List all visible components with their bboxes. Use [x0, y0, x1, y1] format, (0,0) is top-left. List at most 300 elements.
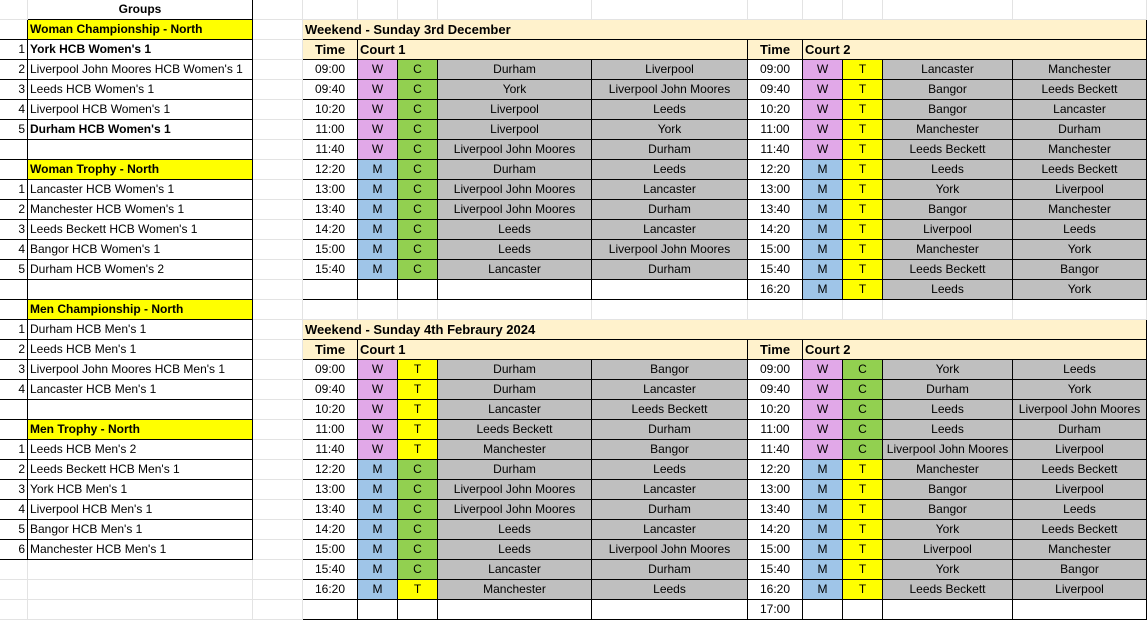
competition-tag[interactable]: T	[843, 280, 883, 300]
competition-tag[interactable]	[398, 600, 438, 620]
competition-tag[interactable]: C	[398, 220, 438, 240]
home-team[interactable]: Liverpool John Moores	[883, 440, 1013, 460]
home-team[interactable]: Durham	[438, 360, 592, 380]
home-team[interactable]: Bangor	[883, 100, 1013, 120]
away-team[interactable]: Bangor	[592, 360, 748, 380]
home-team[interactable]: Manchester	[883, 120, 1013, 140]
empty-cell[interactable]	[253, 580, 303, 600]
empty-cell[interactable]	[253, 460, 303, 480]
team-number[interactable]: 1	[0, 180, 28, 200]
team-name[interactable]: Liverpool HCB Women's 1	[28, 100, 253, 120]
match-time[interactable]: 15:00	[303, 240, 358, 260]
competition-tag[interactable]: C	[843, 420, 883, 440]
competition-tag[interactable]: C	[398, 460, 438, 480]
competition-tag[interactable]: T	[398, 420, 438, 440]
match-time[interactable]: 12:20	[748, 460, 803, 480]
competition-tag[interactable]: C	[398, 520, 438, 540]
gender-tag[interactable]: M	[358, 240, 398, 260]
competition-tag[interactable]: T	[843, 520, 883, 540]
home-team[interactable]	[438, 280, 592, 300]
home-team[interactable]: Durham	[438, 60, 592, 80]
away-team[interactable]: Lancaster	[592, 380, 748, 400]
home-team[interactable]: York	[883, 560, 1013, 580]
gender-tag[interactable]: M	[358, 580, 398, 600]
match-time[interactable]: 09:40	[748, 80, 803, 100]
gender-tag[interactable]: M	[358, 460, 398, 480]
away-team[interactable]: Liverpool	[1013, 180, 1147, 200]
team-number[interactable]: 1	[0, 320, 28, 340]
gender-tag[interactable]: M	[803, 280, 843, 300]
competition-tag[interactable]: C	[398, 160, 438, 180]
match-time[interactable]: 11:40	[748, 140, 803, 160]
team-number[interactable]: 5	[0, 260, 28, 280]
match-time[interactable]: 13:00	[748, 180, 803, 200]
gender-tag[interactable]: M	[803, 500, 843, 520]
away-team[interactable]: Durham	[592, 420, 748, 440]
gender-tag[interactable]: W	[358, 380, 398, 400]
away-team[interactable]: Leeds	[1013, 220, 1147, 240]
away-team[interactable]: Manchester	[1013, 540, 1147, 560]
team-name[interactable]: Lancaster HCB Men's 1	[28, 380, 253, 400]
empty-cell[interactable]	[253, 300, 303, 320]
empty-cell[interactable]	[253, 420, 303, 440]
empty-cell[interactable]	[253, 540, 303, 560]
empty-cell[interactable]	[253, 100, 303, 120]
away-team[interactable]: Lancaster	[592, 180, 748, 200]
team-number[interactable]: 4	[0, 100, 28, 120]
home-team[interactable]: Manchester	[883, 240, 1013, 260]
time-header[interactable]: Time	[748, 340, 803, 360]
group-number-cell[interactable]	[0, 20, 28, 40]
away-team[interactable]: Bangor	[592, 440, 748, 460]
team-number[interactable]: 4	[0, 500, 28, 520]
empty-cell[interactable]	[883, 0, 1013, 20]
competition-tag[interactable]: C	[843, 400, 883, 420]
empty-cell[interactable]	[253, 180, 303, 200]
team-name[interactable]: Lancaster HCB Women's 1	[28, 180, 253, 200]
court1-header[interactable]: Court 1	[358, 40, 748, 60]
away-team[interactable]: Manchester	[1013, 60, 1147, 80]
home-team[interactable]: Bangor	[883, 80, 1013, 100]
away-team[interactable]: Liverpool John Moores	[592, 540, 748, 560]
gender-tag[interactable]: W	[803, 420, 843, 440]
away-team[interactable]: Durham	[592, 140, 748, 160]
gender-tag[interactable]: W	[803, 60, 843, 80]
team-number[interactable]: 5	[0, 120, 28, 140]
gender-tag[interactable]: M	[803, 260, 843, 280]
gender-tag[interactable]: W	[358, 400, 398, 420]
competition-tag[interactable]: T	[398, 360, 438, 380]
away-team[interactable]: Lancaster	[1013, 100, 1147, 120]
empty-cell[interactable]	[398, 0, 438, 20]
gender-tag[interactable]: W	[803, 100, 843, 120]
home-team[interactable]: Leeds Beckett	[883, 140, 1013, 160]
home-team[interactable]: Durham	[883, 380, 1013, 400]
gender-tag[interactable]	[358, 600, 398, 620]
weekend-title[interactable]: Weekend - Sunday 3rd December	[303, 20, 1147, 40]
empty-cell[interactable]	[253, 240, 303, 260]
home-team[interactable]	[438, 600, 592, 620]
empty-cell[interactable]	[253, 280, 303, 300]
gender-tag[interactable]: W	[803, 380, 843, 400]
competition-tag[interactable]: T	[843, 60, 883, 80]
away-team[interactable]: York	[1013, 380, 1147, 400]
gender-tag[interactable]: M	[803, 580, 843, 600]
gender-tag[interactable]	[358, 280, 398, 300]
gender-tag[interactable]: W	[803, 440, 843, 460]
empty-cell[interactable]	[592, 300, 748, 320]
team-name[interactable]: York HCB Women's 1	[28, 40, 253, 60]
away-team[interactable]: Liverpool	[592, 60, 748, 80]
gender-tag[interactable]: W	[358, 140, 398, 160]
home-team[interactable]: Leeds Beckett	[883, 260, 1013, 280]
competition-tag[interactable]: C	[398, 200, 438, 220]
competition-tag[interactable]: T	[843, 120, 883, 140]
court2-header[interactable]: Court 2	[803, 340, 1147, 360]
gender-tag[interactable]: M	[358, 180, 398, 200]
away-team[interactable]: Leeds	[1013, 500, 1147, 520]
team-name[interactable]: Liverpool John Moores HCB Women's 1	[28, 60, 253, 80]
match-time[interactable]: 14:20	[748, 520, 803, 540]
gender-tag[interactable]: W	[803, 400, 843, 420]
match-time[interactable]: 16:20	[748, 580, 803, 600]
away-team[interactable]: Liverpool	[1013, 480, 1147, 500]
team-name[interactable]: Leeds Beckett HCB Women's 1	[28, 220, 253, 240]
gender-tag[interactable]: M	[803, 540, 843, 560]
competition-tag[interactable]: T	[843, 140, 883, 160]
group-heading[interactable]: Men Trophy - North	[28, 420, 253, 440]
team-name[interactable]: Leeds Beckett HCB Men's 1	[28, 460, 253, 480]
match-time[interactable]: 11:00	[748, 120, 803, 140]
empty-cell[interactable]	[28, 580, 253, 600]
home-team[interactable]: Liverpool	[438, 100, 592, 120]
empty-cell[interactable]	[438, 300, 592, 320]
home-team[interactable]: Leeds	[883, 400, 1013, 420]
empty-cell[interactable]	[748, 300, 803, 320]
gender-tag[interactable]: W	[358, 420, 398, 440]
match-time[interactable]: 11:00	[303, 420, 358, 440]
gender-tag[interactable]: W	[803, 140, 843, 160]
competition-tag[interactable]	[398, 280, 438, 300]
empty-cell[interactable]	[253, 40, 303, 60]
empty-cell[interactable]	[398, 300, 438, 320]
team-name[interactable]: Leeds HCB Women's 1	[28, 80, 253, 100]
gender-tag[interactable]: W	[358, 60, 398, 80]
match-time[interactable]: 12:20	[303, 160, 358, 180]
match-time[interactable]: 09:40	[303, 380, 358, 400]
empty-cell[interactable]	[253, 360, 303, 380]
empty-cell[interactable]	[253, 220, 303, 240]
away-team[interactable]: Leeds	[592, 160, 748, 180]
empty-cell[interactable]	[253, 80, 303, 100]
empty-cell[interactable]	[803, 300, 843, 320]
team-number[interactable]: 4	[0, 380, 28, 400]
competition-tag[interactable]: T	[843, 560, 883, 580]
competition-tag[interactable]: C	[398, 260, 438, 280]
away-team[interactable]: Leeds	[592, 100, 748, 120]
away-team[interactable]: Manchester	[1013, 200, 1147, 220]
competition-tag[interactable]: C	[398, 540, 438, 560]
match-time[interactable]: 15:40	[748, 560, 803, 580]
empty-cell[interactable]	[0, 560, 28, 580]
empty-cell[interactable]	[883, 300, 1013, 320]
gender-tag[interactable]: M	[803, 520, 843, 540]
empty-cell[interactable]	[803, 0, 843, 20]
home-team[interactable]: Bangor	[883, 500, 1013, 520]
match-time[interactable]: 12:20	[748, 160, 803, 180]
competition-tag[interactable]: T	[843, 200, 883, 220]
empty-cell[interactable]	[253, 340, 303, 360]
empty-cell[interactable]	[592, 0, 748, 20]
away-team[interactable]: Bangor	[1013, 260, 1147, 280]
match-time[interactable]: 13:00	[303, 180, 358, 200]
team-name[interactable]: Leeds HCB Men's 1	[28, 340, 253, 360]
away-team[interactable]: Leeds Beckett	[1013, 80, 1147, 100]
home-team[interactable]: York	[438, 80, 592, 100]
empty-cell[interactable]	[28, 560, 253, 580]
match-time[interactable]: 16:20	[748, 280, 803, 300]
competition-tag[interactable]: T	[843, 180, 883, 200]
groups-title[interactable]: Groups	[28, 0, 253, 20]
home-team[interactable]: Liverpool John Moores	[438, 480, 592, 500]
empty-cell[interactable]	[253, 500, 303, 520]
away-team[interactable]: York	[1013, 240, 1147, 260]
match-time[interactable]: 15:40	[303, 560, 358, 580]
court1-header[interactable]: Court 1	[358, 340, 748, 360]
group-number-cell[interactable]	[0, 300, 28, 320]
away-team[interactable]: Durham	[592, 500, 748, 520]
team-name[interactable]: Bangor HCB Women's 1	[28, 240, 253, 260]
competition-tag[interactable]: T	[398, 380, 438, 400]
home-team[interactable]: Leeds	[883, 160, 1013, 180]
competition-tag[interactable]: T	[843, 80, 883, 100]
home-team[interactable]: Liverpool	[883, 540, 1013, 560]
competition-tag[interactable]: C	[398, 60, 438, 80]
gender-tag[interactable]: M	[803, 220, 843, 240]
away-team[interactable]: Manchester	[1013, 140, 1147, 160]
competition-tag[interactable]: T	[843, 460, 883, 480]
match-time[interactable]: 12:20	[303, 460, 358, 480]
gender-tag[interactable]: W	[358, 440, 398, 460]
home-team[interactable]: Lancaster	[438, 560, 592, 580]
gender-tag[interactable]: M	[803, 200, 843, 220]
spacer-cell[interactable]	[28, 400, 253, 420]
away-team[interactable]: Liverpool	[1013, 580, 1147, 600]
gender-tag[interactable]: W	[358, 80, 398, 100]
away-team[interactable]: Liverpool John Moores	[592, 80, 748, 100]
home-team[interactable]: Lancaster	[438, 400, 592, 420]
match-time[interactable]: 10:20	[303, 400, 358, 420]
away-team[interactable]: Leeds Beckett	[1013, 160, 1147, 180]
match-time[interactable]: 09:00	[303, 60, 358, 80]
match-time[interactable]: 10:20	[748, 100, 803, 120]
empty-cell[interactable]	[253, 20, 303, 40]
empty-cell[interactable]	[253, 480, 303, 500]
weekend-title[interactable]: Weekend - Sunday 4th Febraury 2024	[303, 320, 1147, 340]
away-team[interactable]: Liverpool	[1013, 440, 1147, 460]
gender-tag[interactable]: M	[358, 520, 398, 540]
match-time[interactable]: 13:00	[303, 480, 358, 500]
empty-cell[interactable]	[253, 600, 303, 620]
home-team[interactable]: Liverpool John Moores	[438, 200, 592, 220]
spacer-cell[interactable]	[0, 280, 28, 300]
team-number[interactable]: 2	[0, 340, 28, 360]
gender-tag[interactable]: M	[803, 560, 843, 580]
match-time[interactable]: 11:40	[303, 440, 358, 460]
match-time[interactable]: 15:40	[303, 260, 358, 280]
team-name[interactable]: Liverpool HCB Men's 1	[28, 500, 253, 520]
away-team[interactable]: Durham	[592, 200, 748, 220]
empty-cell[interactable]	[253, 560, 303, 580]
empty-cell[interactable]	[253, 260, 303, 280]
competition-tag[interactable]: T	[398, 400, 438, 420]
team-name[interactable]: Durham HCB Women's 2	[28, 260, 253, 280]
empty-cell[interactable]	[253, 200, 303, 220]
empty-cell[interactable]	[253, 520, 303, 540]
match-time[interactable]: 11:40	[303, 140, 358, 160]
empty-cell[interactable]	[253, 400, 303, 420]
empty-cell[interactable]	[0, 600, 28, 620]
competition-tag[interactable]: T	[398, 440, 438, 460]
team-number[interactable]: 1	[0, 440, 28, 460]
away-team[interactable]: Leeds	[592, 580, 748, 600]
competition-tag[interactable]: C	[843, 360, 883, 380]
home-team[interactable]: Leeds	[438, 240, 592, 260]
competition-tag[interactable]: C	[843, 380, 883, 400]
gender-tag[interactable]: W	[358, 100, 398, 120]
group-heading[interactable]: Men Championship - North	[28, 300, 253, 320]
competition-tag[interactable]: T	[843, 240, 883, 260]
competition-tag[interactable]: T	[843, 480, 883, 500]
match-time[interactable]: 15:00	[748, 240, 803, 260]
home-team[interactable]: Liverpool	[883, 220, 1013, 240]
gender-tag[interactable]: W	[358, 120, 398, 140]
match-time[interactable]: 14:20	[748, 220, 803, 240]
spacer-cell[interactable]	[28, 280, 253, 300]
match-time[interactable]: 13:40	[748, 500, 803, 520]
away-team[interactable]: Lancaster	[592, 520, 748, 540]
team-number[interactable]: 3	[0, 360, 28, 380]
gender-tag[interactable]: W	[803, 360, 843, 380]
match-time[interactable]: 16:20	[303, 580, 358, 600]
home-team[interactable]: Liverpool	[438, 120, 592, 140]
home-team[interactable]: Manchester	[883, 460, 1013, 480]
home-team[interactable]: Liverpool John Moores	[438, 140, 592, 160]
match-time[interactable]: 09:40	[303, 80, 358, 100]
empty-cell[interactable]	[303, 0, 358, 20]
gender-tag[interactable]: M	[803, 180, 843, 200]
away-team[interactable]: York	[592, 120, 748, 140]
empty-cell[interactable]	[358, 300, 398, 320]
empty-cell[interactable]	[253, 0, 303, 20]
match-time[interactable]: 14:20	[303, 220, 358, 240]
home-team[interactable]: Leeds Beckett	[883, 580, 1013, 600]
empty-cell[interactable]	[748, 0, 803, 20]
home-team[interactable]: Manchester	[438, 440, 592, 460]
competition-tag[interactable]: T	[843, 220, 883, 240]
match-time[interactable]: 11:00	[303, 120, 358, 140]
away-team[interactable]: Lancaster	[592, 220, 748, 240]
team-number[interactable]: 2	[0, 460, 28, 480]
empty-cell[interactable]	[253, 120, 303, 140]
match-time[interactable]: 09:00	[303, 360, 358, 380]
home-team[interactable]: York	[883, 180, 1013, 200]
empty-cell[interactable]	[303, 300, 358, 320]
away-team[interactable]: Durham	[592, 560, 748, 580]
empty-cell[interactable]	[438, 0, 592, 20]
competition-tag[interactable]: T	[398, 580, 438, 600]
gender-tag[interactable]: M	[803, 160, 843, 180]
team-number[interactable]: 2	[0, 60, 28, 80]
competition-tag[interactable]: T	[843, 580, 883, 600]
match-time[interactable]: 11:40	[748, 440, 803, 460]
gender-tag[interactable]: M	[803, 240, 843, 260]
team-name[interactable]: Manchester HCB Men's 1	[28, 540, 253, 560]
away-team[interactable]: Leeds Beckett	[1013, 460, 1147, 480]
match-time[interactable]: 11:00	[748, 420, 803, 440]
away-team[interactable]: Liverpool John Moores	[592, 240, 748, 260]
gender-tag[interactable]: M	[358, 500, 398, 520]
competition-tag[interactable]: C	[398, 480, 438, 500]
away-team[interactable]: Leeds	[592, 460, 748, 480]
empty-cell[interactable]	[843, 0, 883, 20]
competition-tag[interactable]: C	[398, 120, 438, 140]
time-header[interactable]: Time	[303, 340, 358, 360]
away-team[interactable]	[592, 280, 748, 300]
home-team[interactable]: Durham	[438, 380, 592, 400]
spacer-cell[interactable]	[28, 140, 253, 160]
empty-cell[interactable]	[253, 160, 303, 180]
team-name[interactable]: Bangor HCB Men's 1	[28, 520, 253, 540]
time-header[interactable]: Time	[748, 40, 803, 60]
group-heading[interactable]: Woman Trophy - North	[28, 160, 253, 180]
home-team[interactable]: Bangor	[883, 480, 1013, 500]
gender-tag[interactable]: W	[358, 360, 398, 380]
team-number[interactable]: 3	[0, 480, 28, 500]
away-team[interactable]: Liverpool John Moores	[1013, 400, 1147, 420]
away-team[interactable]: Leeds Beckett	[592, 400, 748, 420]
match-time[interactable]: 15:40	[748, 260, 803, 280]
empty-cell[interactable]	[0, 580, 28, 600]
empty-cell[interactable]	[253, 380, 303, 400]
competition-tag[interactable]: C	[398, 240, 438, 260]
home-team[interactable]: Leeds	[438, 540, 592, 560]
match-time[interactable]: 10:20	[303, 100, 358, 120]
time-header[interactable]: Time	[303, 40, 358, 60]
competition-tag[interactable]: C	[398, 560, 438, 580]
match-time[interactable]: 14:20	[303, 520, 358, 540]
home-team[interactable]: York	[883, 520, 1013, 540]
gender-tag[interactable]: M	[358, 480, 398, 500]
away-team[interactable]: Leeds	[1013, 360, 1147, 380]
team-name[interactable]: Liverpool John Moores HCB Men's 1	[28, 360, 253, 380]
gender-tag[interactable]: W	[803, 80, 843, 100]
home-team[interactable]: Liverpool John Moores	[438, 180, 592, 200]
home-team[interactable]: Lancaster	[883, 60, 1013, 80]
match-time[interactable]: 13:40	[748, 200, 803, 220]
team-name[interactable]: York HCB Men's 1	[28, 480, 253, 500]
home-team[interactable]: Leeds	[438, 520, 592, 540]
empty-cell[interactable]	[253, 320, 303, 340]
team-name[interactable]: Manchester HCB Women's 1	[28, 200, 253, 220]
empty-cell[interactable]	[1013, 300, 1147, 320]
match-time[interactable]: 13:40	[303, 500, 358, 520]
empty-cell[interactable]	[358, 0, 398, 20]
match-time[interactable]: 09:00	[748, 60, 803, 80]
group-number-cell[interactable]	[0, 160, 28, 180]
empty-cell[interactable]	[843, 300, 883, 320]
away-team[interactable]: Lancaster	[592, 480, 748, 500]
